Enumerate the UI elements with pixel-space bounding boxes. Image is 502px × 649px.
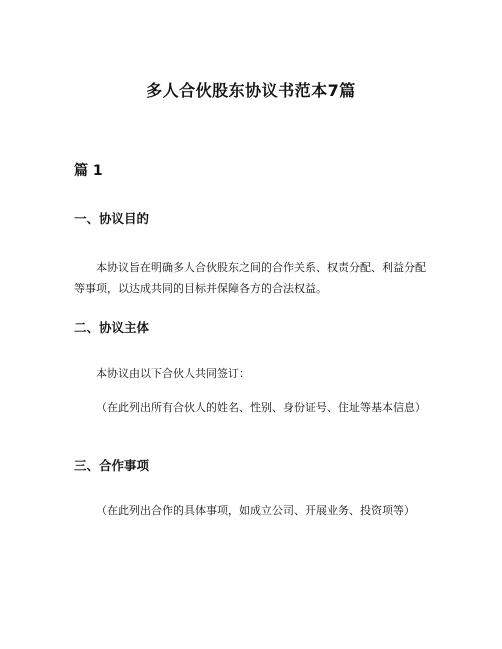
part-title: 篇 1 <box>74 163 103 179</box>
section-heading-parties: 二、协议主体 <box>74 320 150 335</box>
paragraph-cooperation: （在此列出合作的具体事项，如成立公司、开展业务、投资项等） <box>96 504 415 517</box>
paragraph-purpose: 本协议旨在明确多人合伙股东之间的合作关系、权责分配、利益分配等事项，以达成共同的目标并保障各方的合法权益。 <box>74 261 426 295</box>
paragraph-parties-list: （在此列出所有合伙人的姓名、性别、身份证号、住址等基本信息） <box>96 401 426 414</box>
section-heading-cooperation: 三、合作事项 <box>74 458 150 473</box>
document-title: 多人合伙股东协议书范本7篇 <box>146 81 356 100</box>
paragraph-parties-intro: 本协议由以下合伙人共同签订： <box>96 367 250 380</box>
section-heading-purpose: 一、协议目的 <box>74 211 150 226</box>
